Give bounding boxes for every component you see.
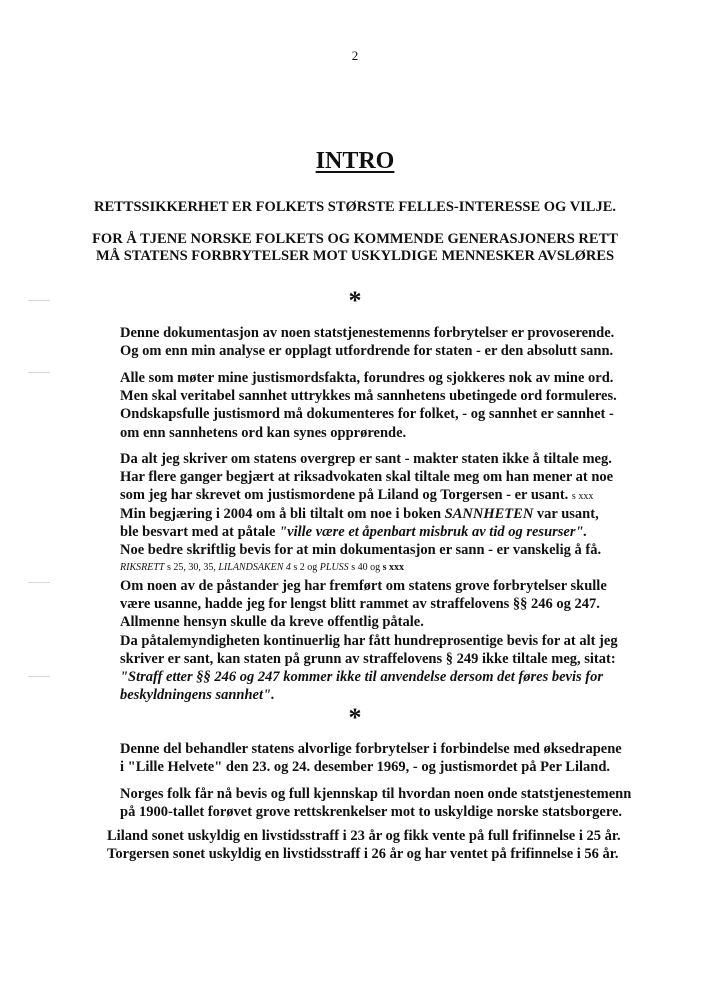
text-line: skriver er sant, kan staten på grunn av straffelovens § 249 ikke tiltale meg, sitat: <box>120 650 616 667</box>
text-segment: Min begjæring i 2004 om å bli tiltalt om noe i boken <box>120 506 445 522</box>
quote-misbruk: "ville være et åpenbart misbruk av tid og resurser". <box>279 524 588 541</box>
text-segment: s 2 og <box>290 561 320 573</box>
heading-rettssikkerhet: RETTSSIKKERHET ER FOLKETS STØRSTE FELLES-INTERESSE OG VILJE. <box>93 199 617 215</box>
ref-pluss: PLUSS <box>319 561 349 573</box>
text-line: i "Lille Helvete" den 23. og 24. desember 1969, - og justismordet på Per Liland. <box>120 759 611 776</box>
text-line: Denne del behandler statens alvorlige forbrytelser i forbindelse med øksedrapene <box>120 741 622 757</box>
paragraph-begjaering <box>120 505 640 576</box>
separator-star: * <box>348 703 362 732</box>
scan-mark <box>28 372 50 373</box>
page-number: 2 <box>351 48 359 63</box>
text-line: Om noen av de påstander jeg har fremført om statens grove forbrytelser skulle <box>120 578 607 594</box>
text-line: Denne dokumentasjon av noen statstjenestemenns forbrytelser er provoserende. <box>120 325 615 341</box>
text-line <box>120 505 640 523</box>
book-title-sannheten: SANNHETEN <box>444 506 534 522</box>
ref-lilandsaken: LILANDSAKEN 4 <box>218 561 291 573</box>
text-line: Torgersen sonet uskyldig en livstidsstraff i 26 år og har ventet på frifinnelse i 56 år. <box>107 846 619 863</box>
text-line: om enn sannhetens ord kan synes opprørende. <box>120 424 407 441</box>
text-line: Og om enn min analyse er opplagt utfordrende for staten - er den absolutt sann. <box>120 343 614 360</box>
text-line <box>120 523 640 541</box>
paragraph-livstidsstraff <box>107 827 627 863</box>
paragraph-provoserende <box>120 324 640 360</box>
paragraph-oksedrapene <box>120 740 640 776</box>
paragraph-sannhet <box>120 369 640 442</box>
text-line <box>120 486 640 506</box>
ref-riksrett: RIKSRETT <box>120 561 165 573</box>
text-line: Da alt jeg skriver om statens overgrep er sant - makter staten ikke å tiltale meg. <box>120 451 612 467</box>
text-segment: som jeg har skrevet om justismordene på Liland og Torgersen - er usant. <box>120 487 569 504</box>
text-line: Norges folk får nå bevis og full kjennskap til hvordan noen onde statstjenestemenn <box>120 786 632 802</box>
text-line: Men skal veritabel sannhet uttrykkes må sannhetens ubetingede ord formuleres. <box>120 388 617 405</box>
page-title: INTRO <box>315 148 395 174</box>
ref-xxx: s xxx <box>382 561 404 573</box>
separator-star: * <box>348 286 362 315</box>
paragraph-tiltale <box>120 450 640 507</box>
quote-line: "Straff etter §§ 246 og 247 kommer ikke til anvendelse dersom det føres bevis for <box>120 669 604 686</box>
text-line: være usanne, hadde jeg for lengst blitt rammet av straffelovens §§ 246 og 247. <box>120 596 600 613</box>
text-line: Alle som møter mine justismordsfakta, forundres og sjokkeres nok av mine ord. <box>120 370 614 386</box>
text-segment: ble besvart med at påtale <box>120 524 280 541</box>
text-segment: var usant, <box>533 506 599 522</box>
page-reference: s xxx <box>571 491 594 503</box>
text-line: Noe bedre skriftlig bevis for at min dokumentasjon er sann - er vanskelig å få. <box>120 542 602 559</box>
text-line: Ondskapsfulle justismord må dokumenteres for folket, - og sannhet er sannhet - <box>120 406 614 423</box>
reference-line <box>120 560 640 576</box>
heading-tjene-folket: FOR Å TJENE NORSKE FOLKETS OG KOMMENDE GENERASJONERS RETT <box>92 231 618 247</box>
scan-mark <box>28 582 50 583</box>
paragraph-straffeloven <box>120 577 640 704</box>
text-line: på 1900-tallet forøvet grove rettskrenkelser mot to uskyldige norske statsborgere. <box>120 804 623 821</box>
text-segment: s 40 og <box>348 561 383 573</box>
paragraph-norges-folk <box>120 785 640 821</box>
text-line: Da påtalemyndigheten kontinuerlig har fått hundreprosentige bevis for at alt jeg <box>120 632 618 649</box>
text-line: Liland sonet uskyldig en livstidsstraff i 23 år og fikk vente på full frifinnelse i 25 år. <box>107 828 621 844</box>
text-segment: s 25, 30, 35, <box>164 561 219 573</box>
heading-avslores: MÅ STATENS FORBRYTELSER MOT USKYLDIGE MENNESKER AVSLØRES <box>95 248 615 264</box>
scan-mark <box>28 676 50 677</box>
quote-line: beskyldningens sannhet". <box>120 687 275 704</box>
text-line: Har flere ganger begjært at riksadvokaten skal tiltale meg om han mener at noe <box>120 469 614 486</box>
text-line: Allmenne hensyn skulle da kreve offentlig påtale. <box>120 614 424 631</box>
